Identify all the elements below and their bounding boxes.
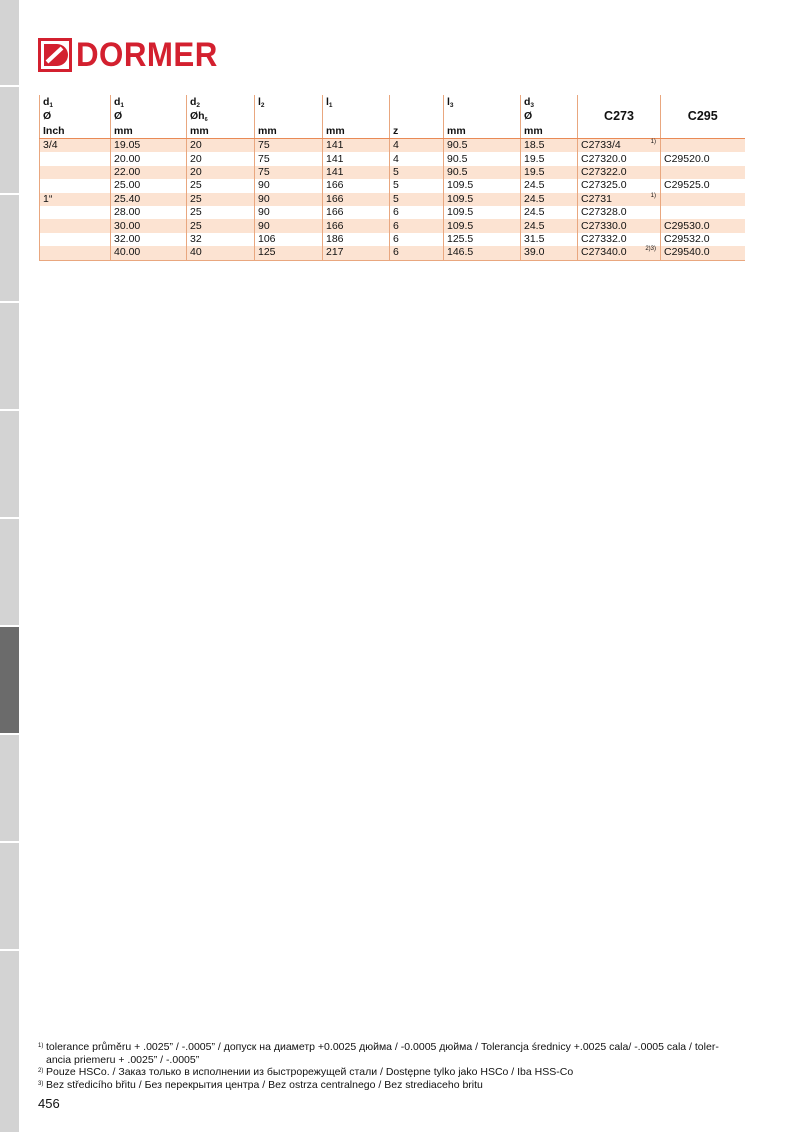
cell-l3: 109.5 bbox=[444, 206, 521, 219]
cell-l2: 90 bbox=[255, 179, 323, 192]
cell-inch bbox=[40, 246, 111, 260]
cell-inch: 3/4 bbox=[40, 139, 111, 153]
cell-d1: 32.00 bbox=[111, 233, 187, 246]
side-tab bbox=[0, 195, 19, 303]
cell-z: 6 bbox=[390, 206, 444, 219]
cell-l2: 75 bbox=[255, 166, 323, 179]
side-tab bbox=[0, 519, 19, 627]
cell-d2: 25 bbox=[187, 193, 255, 206]
col-unit: mm bbox=[323, 126, 390, 139]
table-row bbox=[40, 206, 745, 219]
cell-l3: 146.5 bbox=[444, 246, 521, 260]
table-row bbox=[40, 139, 745, 153]
cell-z: 4 bbox=[390, 152, 444, 165]
col-header-c295: C295 bbox=[661, 95, 745, 139]
cell-l1: 141 bbox=[323, 152, 390, 165]
cell-d2: 25 bbox=[187, 206, 255, 219]
col-header-l2: $l_2$ bbox=[255, 95, 323, 111]
cell-c295: C29532.0 bbox=[661, 233, 745, 246]
cell-c295 bbox=[661, 206, 745, 219]
cell-l1: 166 bbox=[323, 193, 390, 206]
col-header-line2: Ø bbox=[111, 111, 187, 126]
cell-c273 bbox=[578, 193, 661, 206]
table-row bbox=[40, 179, 745, 192]
footnote-mark: 3) bbox=[38, 1080, 44, 1087]
page-number: 456 bbox=[38, 1096, 60, 1111]
col-header-line2: Øh6 bbox=[187, 111, 255, 126]
footnote bbox=[38, 1079, 743, 1092]
footnote bbox=[38, 1066, 743, 1079]
footnotes bbox=[38, 1041, 743, 1091]
cell-c295 bbox=[661, 166, 745, 179]
cell-d1: 25.40 bbox=[111, 193, 187, 206]
cell-inch: 1“ bbox=[40, 193, 111, 206]
cell-c273 bbox=[578, 179, 661, 192]
cell-d3: 24.5 bbox=[521, 219, 578, 232]
cell-d2: 20 bbox=[187, 152, 255, 165]
cell-d1: 40.00 bbox=[111, 246, 187, 260]
cell-z: 5 bbox=[390, 179, 444, 192]
col-header-d1-mm: $d_1$ bbox=[111, 95, 187, 111]
col-header-c273: C273 bbox=[578, 95, 661, 139]
table-row bbox=[40, 246, 745, 260]
cell-l3: 109.5 bbox=[444, 219, 521, 232]
col-unit: mm bbox=[187, 126, 255, 139]
side-tab bbox=[0, 0, 19, 87]
col-unit: z bbox=[390, 126, 444, 139]
col-header-line2 bbox=[255, 111, 323, 126]
cell-l2: 106 bbox=[255, 233, 323, 246]
footnote-ref: 1) bbox=[650, 139, 656, 145]
cell-z: 6 bbox=[390, 219, 444, 232]
footnote bbox=[38, 1041, 743, 1066]
side-tab bbox=[0, 951, 19, 1132]
col-unit: mm bbox=[111, 126, 187, 139]
cell-l2: 90 bbox=[255, 206, 323, 219]
cell-c295 bbox=[661, 139, 745, 153]
side-section-tabs bbox=[0, 0, 19, 1132]
col-header-line2: Ø bbox=[40, 111, 111, 126]
col-unit: mm bbox=[521, 126, 578, 139]
cell-l2: 90 bbox=[255, 193, 323, 206]
cell-c295: C29525.0 bbox=[661, 179, 745, 192]
cell-l2: 75 bbox=[255, 152, 323, 165]
table-row bbox=[40, 219, 745, 232]
cell-l3: 90.5 bbox=[444, 139, 521, 153]
cell-l2: 90 bbox=[255, 219, 323, 232]
col-header-d3: $d_3$ bbox=[521, 95, 578, 111]
side-tab bbox=[0, 735, 19, 843]
cell-l2: 125 bbox=[255, 246, 323, 260]
footnote-text: Pouze HSCo. / Заказ только в исполнении из быстрорежущей стали / Dostępne tylko jako HSCo / Iba HSS-Co bbox=[46, 1066, 574, 1078]
col-unit: mm bbox=[444, 126, 521, 139]
cell-d2: 20 bbox=[187, 139, 255, 153]
cell-d2: 40 bbox=[187, 246, 255, 260]
dormer-logo bbox=[38, 38, 230, 72]
cell-d1: 28.00 bbox=[111, 206, 187, 219]
product-code-c273: C27322.0 bbox=[581, 165, 627, 178]
cell-l1: 166 bbox=[323, 219, 390, 232]
cell-d3: 18.5 bbox=[521, 139, 578, 153]
col-unit: Inch bbox=[40, 126, 111, 139]
cell-l1: 141 bbox=[323, 166, 390, 179]
cell-z: 4 bbox=[390, 139, 444, 153]
footnote-text: Bez středicího břitu / Без перекрытия центра / Bez ostrza centralnego / Bez strediaceho britu bbox=[46, 1078, 483, 1091]
cell-c295: C29540.0 bbox=[661, 246, 745, 260]
cell-l3: 109.5 bbox=[444, 193, 521, 206]
cell-c273 bbox=[578, 152, 661, 165]
cell-inch bbox=[40, 152, 111, 165]
col-header-z bbox=[390, 95, 444, 111]
cell-d2: 25 bbox=[187, 219, 255, 232]
col-unit: mm bbox=[255, 126, 323, 139]
dormer-d-mark-icon bbox=[38, 38, 72, 72]
product-code-c273: C27340.0 bbox=[581, 246, 627, 259]
cell-c273 bbox=[578, 246, 661, 260]
cell-d3: 19.5 bbox=[521, 166, 578, 179]
product-code-c273: C27332.0 bbox=[581, 232, 627, 245]
footnote-ref: 2)3) bbox=[645, 246, 656, 253]
col-header-line2 bbox=[390, 111, 444, 126]
cell-c273 bbox=[578, 206, 661, 219]
col-header-d1-inch: $d_1$ bbox=[40, 95, 111, 111]
cell-z: 5 bbox=[390, 193, 444, 206]
cell-c273 bbox=[578, 219, 661, 232]
footnote-mark: 1) bbox=[38, 1043, 44, 1049]
cell-d2: 25 bbox=[187, 179, 255, 192]
cell-l3: 90.5 bbox=[444, 152, 521, 165]
product-code-c273: C2733/4 bbox=[581, 139, 621, 152]
cell-l1: 166 bbox=[323, 179, 390, 192]
cell-l1: 166 bbox=[323, 206, 390, 219]
col-header-line2: Ø bbox=[521, 111, 578, 126]
cell-d3: 24.5 bbox=[521, 179, 578, 192]
cell-d2: 20 bbox=[187, 166, 255, 179]
col-header-d2: $d_2$ bbox=[187, 95, 255, 111]
side-tab-active bbox=[0, 627, 19, 735]
cell-z: 5 bbox=[390, 166, 444, 179]
cell-l1: 186 bbox=[323, 233, 390, 246]
cell-d3: 24.5 bbox=[521, 206, 578, 219]
cell-d3: 19.5 bbox=[521, 152, 578, 165]
side-tab bbox=[0, 411, 19, 519]
cell-d2: 32 bbox=[187, 233, 255, 246]
cell-l1: 217 bbox=[323, 246, 390, 260]
cell-c295: C29530.0 bbox=[661, 219, 745, 232]
cell-d1: 22.00 bbox=[111, 166, 187, 179]
table-row bbox=[40, 233, 745, 246]
cell-inch bbox=[40, 219, 111, 232]
cell-inch bbox=[40, 233, 111, 246]
side-tab bbox=[0, 87, 19, 195]
product-code-c273: C2731 bbox=[581, 192, 612, 205]
spec-table bbox=[39, 95, 745, 261]
cell-l3: 109.5 bbox=[444, 179, 521, 192]
side-tab bbox=[0, 843, 19, 951]
cell-inch bbox=[40, 166, 111, 179]
product-code-c273: C27328.0 bbox=[581, 206, 627, 219]
cell-c273 bbox=[578, 139, 661, 153]
product-code-c273: C27320.0 bbox=[581, 152, 627, 165]
brand-name: DORMER bbox=[76, 36, 218, 74]
cell-c295: C29520.0 bbox=[661, 152, 745, 165]
cell-z: 6 bbox=[390, 233, 444, 246]
cell-d1: 20.00 bbox=[111, 152, 187, 165]
cell-c273 bbox=[578, 233, 661, 246]
cell-c295 bbox=[661, 193, 745, 206]
cell-l3: 125.5 bbox=[444, 233, 521, 246]
cell-inch bbox=[40, 206, 111, 219]
cell-d3: 24.5 bbox=[521, 193, 578, 206]
table-row bbox=[40, 166, 745, 179]
cell-l1: 141 bbox=[323, 139, 390, 153]
footnote-text: tolerance průměru + .0025” / -.0005” / допуск на диаметр +0.0025 дюйма / -0.0005 дюйма / Tolerancja średnicy +.0025 cala/ -.0005 cala / toler-ancia priemeru + .0025” / -.0005” bbox=[46, 1041, 719, 1066]
cell-inch bbox=[40, 179, 111, 192]
header-row-symbols bbox=[40, 95, 745, 111]
cell-d3: 39.0 bbox=[521, 246, 578, 260]
cell-d3: 31.5 bbox=[521, 233, 578, 246]
col-header-l1: $l_1$ bbox=[323, 95, 390, 111]
cell-c273 bbox=[578, 166, 661, 179]
side-tab bbox=[0, 303, 19, 411]
cell-z: 6 bbox=[390, 246, 444, 260]
cell-d1: 19.05 bbox=[111, 139, 187, 153]
table-row bbox=[40, 193, 745, 206]
cell-l3: 90.5 bbox=[444, 166, 521, 179]
product-code-c273: C27330.0 bbox=[581, 219, 627, 232]
cell-l2: 75 bbox=[255, 139, 323, 153]
product-code-c273: C27325.0 bbox=[581, 179, 627, 192]
footnote-mark: 2) bbox=[38, 1068, 44, 1074]
col-header-line2 bbox=[323, 111, 390, 126]
col-header-l3: $l_3$ bbox=[444, 95, 521, 111]
cell-d1: 25.00 bbox=[111, 179, 187, 192]
footnote-ref: 1) bbox=[650, 192, 656, 199]
col-header-line2 bbox=[444, 111, 521, 126]
cell-d1: 30.00 bbox=[111, 219, 187, 232]
table-row bbox=[40, 152, 745, 165]
